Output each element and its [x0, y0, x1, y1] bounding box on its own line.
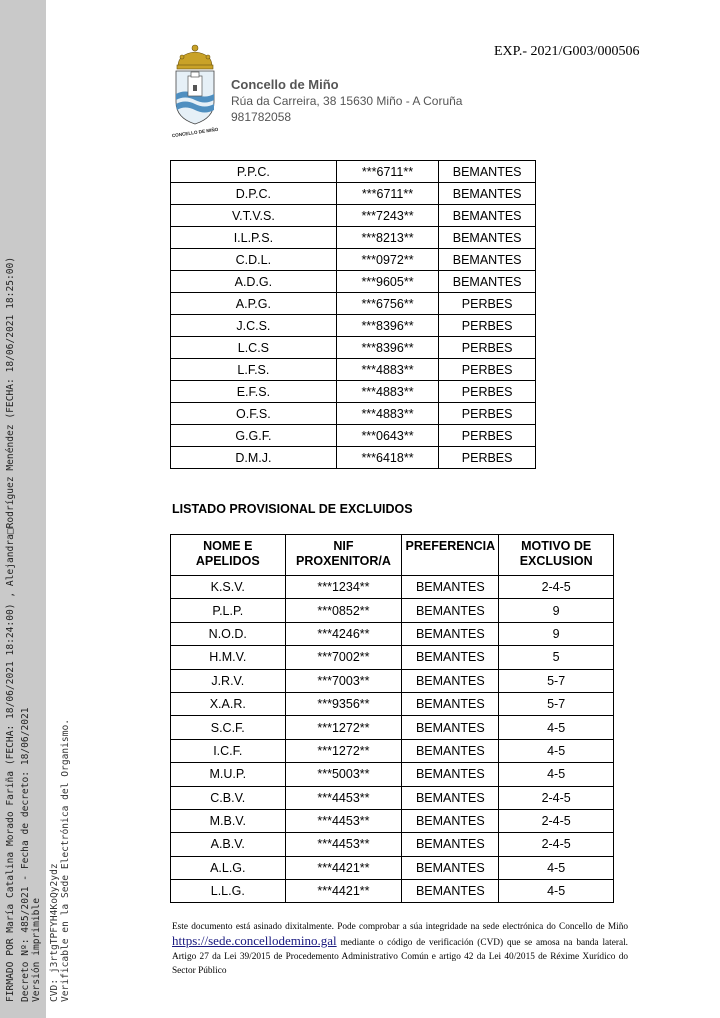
cell-nif: ***6418** — [336, 447, 439, 469]
table-row — [171, 739, 614, 762]
cell-preference: BEMANTES — [439, 205, 536, 227]
cell-name: X.A.R. — [171, 692, 286, 715]
cell-nif: ***6711** — [336, 183, 439, 205]
cell-name: A.L.G. — [171, 856, 286, 879]
table-row — [171, 576, 614, 599]
table-row — [171, 425, 536, 447]
cell-nif: ***1272** — [285, 739, 402, 762]
cell-exclusion-reason: 4-5 — [499, 739, 614, 762]
cell-exclusion-reason: 9 — [499, 599, 614, 622]
cell-name: E.F.S. — [171, 381, 337, 403]
cell-preference: BEMANTES — [402, 599, 499, 622]
cell-nif: ***4883** — [336, 359, 439, 381]
cell-nif: ***8396** — [336, 315, 439, 337]
cell-preference: PERBES — [439, 425, 536, 447]
cell-preference: BEMANTES — [402, 716, 499, 739]
cell-name: M.U.P. — [171, 763, 286, 786]
cell-nif: ***1234** — [285, 576, 402, 599]
cell-preference: BEMANTES — [402, 833, 499, 856]
cell-preference: BEMANTES — [402, 856, 499, 879]
table-row — [171, 161, 536, 183]
cell-nif: ***0972** — [336, 249, 439, 271]
cell-preference: BEMANTES — [402, 786, 499, 809]
table-row — [171, 669, 614, 692]
cell-name: N.O.D. — [171, 622, 286, 645]
table-row — [171, 183, 536, 205]
decree-line: Decreto Nº: 485/2021 - Fecha de decreto: 18/06/2021 — [20, 707, 31, 1002]
cell-preference: PERBES — [439, 403, 536, 425]
table-row — [171, 763, 614, 786]
table-row — [171, 293, 536, 315]
verifiable-line: Verificable en la Sede Electrónica del Organismo. — [60, 718, 71, 1002]
cell-name: J.C.S. — [171, 315, 337, 337]
cell-name: A.B.V. — [171, 833, 286, 856]
cell-exclusion-reason: 5 — [499, 646, 614, 669]
admitted-list-table — [170, 160, 536, 469]
table-row — [171, 880, 614, 903]
header-name: NOME E APELIDOS — [171, 535, 286, 576]
cell-exclusion-reason: 4-5 — [499, 880, 614, 903]
footer-text-before: Este documento está asinado dixitalmente. Pode comprobar a súa integridade na sede electrónica do Concello de Miño — [172, 922, 628, 932]
cell-preference: BEMANTES — [439, 249, 536, 271]
cell-nif: ***7003** — [285, 669, 402, 692]
cell-preference: PERBES — [439, 359, 536, 381]
cell-name: O.F.S. — [171, 403, 337, 425]
cell-name: L.F.S. — [171, 359, 337, 381]
header-exclusion-reason: MOTIVO DE EXCLUSION — [499, 535, 614, 576]
cell-preference: PERBES — [439, 337, 536, 359]
table-row — [171, 809, 614, 832]
cell-name: L.C.S — [171, 337, 337, 359]
cell-name: I.L.P.S. — [171, 227, 337, 249]
cell-exclusion-reason: 2-4-5 — [499, 786, 614, 809]
expedient-number: EXP.- 2021/G003/000506 — [494, 44, 640, 59]
table-row — [171, 856, 614, 879]
header-nif: NIF PROXENITOR/A — [285, 535, 402, 576]
signature-line: FIRMADO POR María Catalina Morado Fariña (FECHA: 18/06/2021 18:24:00) , Alejandra□Rodríguez Menéndez (FECHA: 18/06/2021 18:25:00) — [5, 256, 16, 1002]
cell-name: K.S.V. — [171, 576, 286, 599]
cell-preference: PERBES — [439, 447, 536, 469]
table-row — [171, 599, 614, 622]
cell-preference: BEMANTES — [402, 622, 499, 645]
cell-name: D.M.J. — [171, 447, 337, 469]
cell-exclusion-reason: 4-5 — [499, 763, 614, 786]
table-row — [171, 271, 536, 293]
cell-preference: BEMANTES — [439, 183, 536, 205]
table-row — [171, 337, 536, 359]
cell-nif: ***0643** — [336, 425, 439, 447]
cell-name: H.M.V. — [171, 646, 286, 669]
cell-preference: BEMANTES — [402, 739, 499, 762]
cell-exclusion-reason: 2-4-5 — [499, 833, 614, 856]
excluded-list-table — [170, 534, 614, 903]
cell-name: C.D.L. — [171, 249, 337, 271]
cell-preference: BEMANTES — [402, 880, 499, 903]
cell-name: C.B.V. — [171, 786, 286, 809]
excluded-section-title: LISTADO PROVISIONAL DE EXCLUIDOS — [172, 502, 413, 516]
cell-name: I.C.F. — [171, 739, 286, 762]
cell-nif: ***8213** — [336, 227, 439, 249]
cell-name: P.P.C. — [171, 161, 337, 183]
cell-preference: BEMANTES — [402, 646, 499, 669]
cell-name: G.G.F. — [171, 425, 337, 447]
table-row — [171, 359, 536, 381]
cell-name: V.T.V.S. — [171, 205, 337, 227]
cell-preference: PERBES — [439, 315, 536, 337]
table-row — [171, 447, 536, 469]
cell-exclusion-reason: 9 — [499, 622, 614, 645]
cell-nif: ***0852** — [285, 599, 402, 622]
organization-address: Rúa da Carreira, 38 15630 Miño - A Coruña — [231, 94, 463, 108]
cell-preference: BEMANTES — [402, 809, 499, 832]
cell-preference: BEMANTES — [402, 669, 499, 692]
cell-name: L.L.G. — [171, 880, 286, 903]
cell-exclusion-reason: 4-5 — [499, 856, 614, 879]
cell-nif: ***4883** — [336, 381, 439, 403]
footer-text-after: mediante o código de verificación (CVD) que se amosa na banda lateral. Artigo 27 da Lei 39/2015 de Procedemento Administrativo Común e artigo 42 da Lei 40/2015 de Réxime Xurídico do Sector Público — [172, 938, 628, 976]
cell-nif: ***6756** — [336, 293, 439, 315]
cell-preference: BEMANTES — [439, 227, 536, 249]
cell-nif: ***4453** — [285, 809, 402, 832]
table-row — [171, 716, 614, 739]
cell-name: A.D.G. — [171, 271, 337, 293]
cell-preference: BEMANTES — [402, 576, 499, 599]
cell-preference: PERBES — [439, 293, 536, 315]
cell-exclusion-reason: 2-4-5 — [499, 576, 614, 599]
cell-preference: BEMANTES — [402, 692, 499, 715]
cell-name: A.P.G. — [171, 293, 337, 315]
sede-link[interactable]: https://sede.concellodemino.gal — [172, 933, 337, 948]
table-row — [171, 227, 536, 249]
cell-name: P.L.P. — [171, 599, 286, 622]
cell-preference: BEMANTES — [402, 763, 499, 786]
table-row — [171, 403, 536, 425]
cell-name: S.C.F. — [171, 716, 286, 739]
table-row — [171, 249, 536, 271]
cell-nif: ***5003** — [285, 763, 402, 786]
cell-exclusion-reason: 5-7 — [499, 692, 614, 715]
printable-version-line: Versión imprimible — [31, 898, 42, 1002]
cell-nif: ***7002** — [285, 646, 402, 669]
cell-exclusion-reason: 4-5 — [499, 716, 614, 739]
cell-exclusion-reason: 5-7 — [499, 669, 614, 692]
cell-nif: ***9356** — [285, 692, 402, 715]
cell-nif: ***6711** — [336, 161, 439, 183]
cell-nif: ***4246** — [285, 622, 402, 645]
cell-nif: ***4453** — [285, 833, 402, 856]
cell-preference: PERBES — [439, 381, 536, 403]
table-row — [171, 786, 614, 809]
cell-name: D.P.C. — [171, 183, 337, 205]
svg-text:CONCELLO DE MIÑO: CONCELLO DE MIÑO — [171, 126, 219, 138]
organization-phone: 981782058 — [231, 110, 292, 124]
cell-nif: ***4421** — [285, 856, 402, 879]
legal-footer — [172, 920, 628, 978]
municipal-coat-of-arms-logo — [170, 44, 220, 138]
cell-preference: BEMANTES — [439, 161, 536, 183]
table-row — [171, 205, 536, 227]
table-row — [171, 692, 614, 715]
cell-nif: ***8396** — [336, 337, 439, 359]
table-row — [171, 646, 614, 669]
cell-nif: ***7243** — [336, 205, 439, 227]
cell-nif: ***4453** — [285, 786, 402, 809]
cell-nif: ***4883** — [336, 403, 439, 425]
cell-nif: ***1272** — [285, 716, 402, 739]
cell-exclusion-reason: 2-4-5 — [499, 809, 614, 832]
table-row — [171, 833, 614, 856]
cell-name: J.R.V. — [171, 669, 286, 692]
header-preference: PREFERENCIA — [402, 535, 499, 576]
cell-nif: ***4421** — [285, 880, 402, 903]
cell-nif: ***9605** — [336, 271, 439, 293]
cell-name: M.B.V. — [171, 809, 286, 832]
cell-preference: BEMANTES — [439, 271, 536, 293]
table-row — [171, 381, 536, 403]
cvd-code-line: CVD: j3rtgTPFYH4KoQy2ydz — [49, 863, 60, 1002]
table-header-row — [171, 535, 614, 576]
table-row — [171, 315, 536, 337]
organization-name: Concello de Miño — [231, 77, 339, 92]
table-row — [171, 622, 614, 645]
